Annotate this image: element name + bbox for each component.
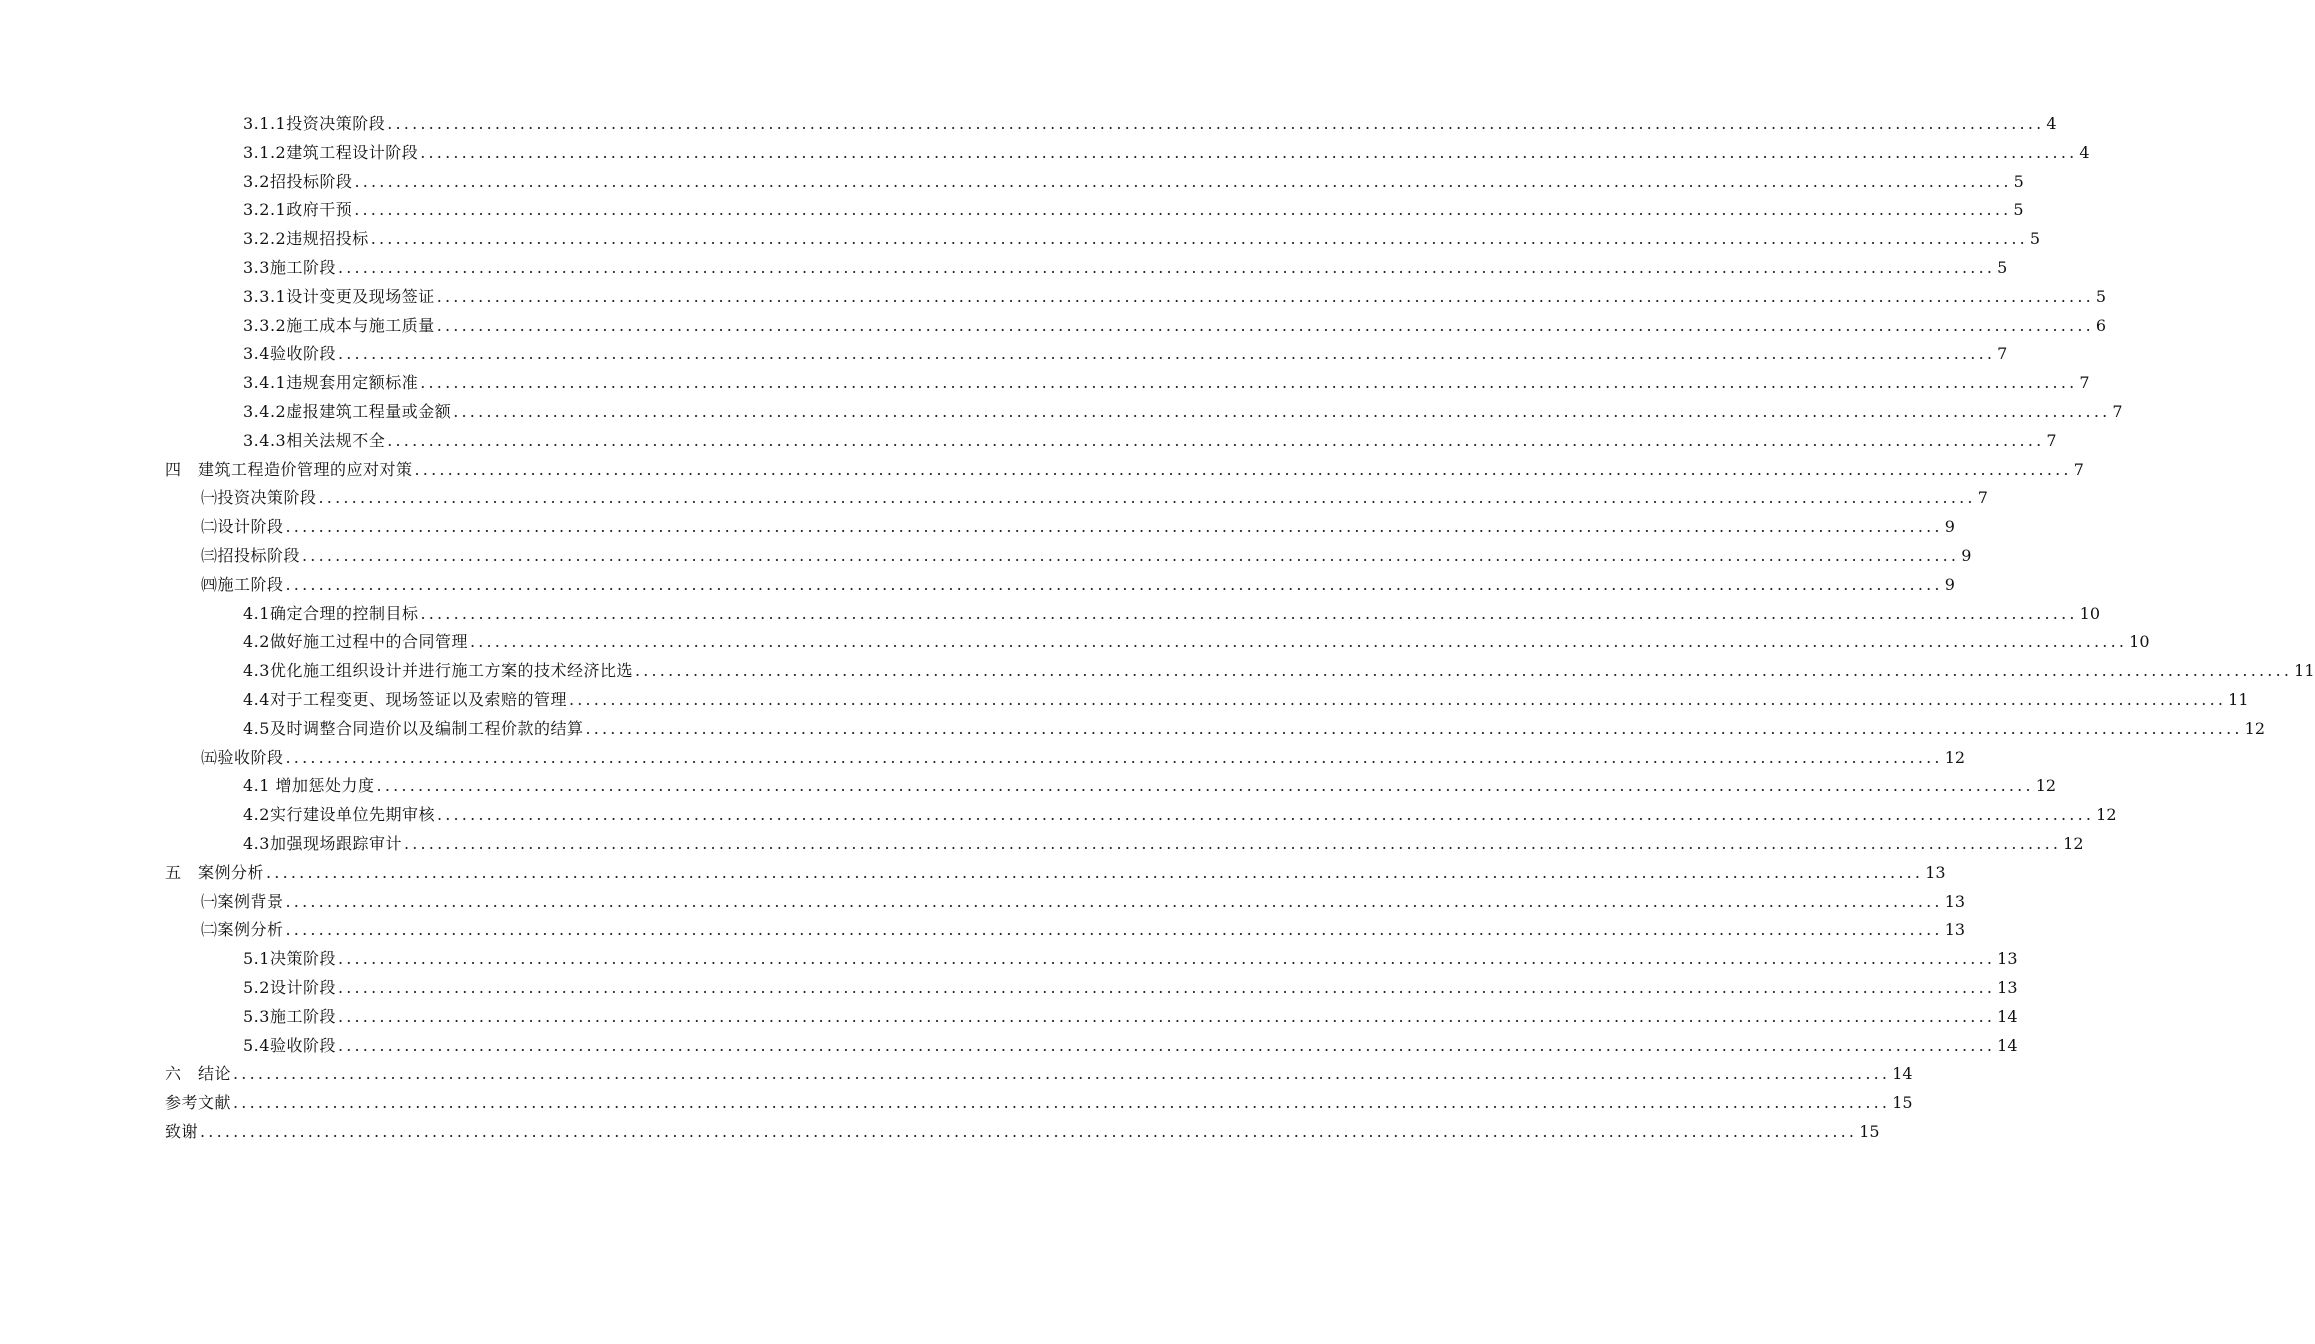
toc-entry-title: 3.1.1投资决策阶段 <box>243 114 386 133</box>
toc-entry-page-number: 13 <box>1944 891 1966 911</box>
toc-entry-page-number: 5 <box>2095 286 2107 306</box>
toc-entry[interactable] <box>165 571 1955 600</box>
toc-entry-title: ㈣施工阶段 <box>201 574 284 594</box>
toc-entry[interactable] <box>165 1003 2018 1032</box>
toc-entry-page-number: 10 <box>2079 603 2100 623</box>
toc-dot-leader: ........................................................................................................................................................................................................ <box>354 171 2012 191</box>
toc-entry-title: 4.3加强现场跟踪审计 <box>243 833 402 853</box>
toc-entry-title: ㈠投资决策阶段 <box>201 488 317 508</box>
toc-entry-title: 3.1.2建筑工程设计阶段 <box>243 142 419 162</box>
toc-entry-title: 六 结论 <box>165 1064 232 1084</box>
toc-entry-page-number: 14 <box>1997 1006 2018 1026</box>
toc-dot-leader: ........................................................................................................................................................................................................ <box>414 459 2072 479</box>
toc-entry[interactable] <box>165 513 1955 542</box>
toc-entry-page-number: 5 <box>2029 229 2041 249</box>
toc-entry-page-number: 14 <box>1997 1035 2018 1055</box>
toc-entry-title: 3.3.1设计变更及现场签证 <box>243 286 435 306</box>
toc-dot-leader: ........................................................................................................................................................................................................ <box>285 517 1943 537</box>
toc-entry[interactable] <box>165 254 2008 283</box>
toc-dot-leader: ........................................................................................................................................................................................................ <box>266 862 1924 882</box>
toc-entry[interactable] <box>165 340 2008 369</box>
toc-entry[interactable] <box>165 715 2265 744</box>
toc-entry[interactable] <box>165 456 2084 485</box>
toc-entry-page-number: 12 <box>2035 776 2057 796</box>
toc-entry-page-number: 6 <box>2095 315 2107 335</box>
table-of-contents <box>165 110 2315 1147</box>
toc-entry[interactable] <box>165 1118 1880 1147</box>
toc-entry[interactable] <box>165 686 2249 715</box>
toc-dot-leader: ........................................................................................................................................................................................................ <box>337 1006 1996 1026</box>
toc-dot-leader: ........................................................................................................................................................................................................ <box>420 603 2078 623</box>
toc-entry-page-number: 13 <box>1997 949 2018 969</box>
toc-dot-leader: ........................................................................................................................................................................................................ <box>568 689 2227 709</box>
toc-entry[interactable] <box>165 283 2107 312</box>
toc-entry-title: 4.2做好施工过程中的合同管理 <box>243 632 468 652</box>
toc-entry-page-number: 11 <box>2228 689 2249 709</box>
toc-entry[interactable] <box>165 628 2150 657</box>
toc-entry-page-number: 14 <box>1892 1064 1913 1084</box>
toc-entry-title: ㈠案例背景 <box>201 891 284 911</box>
toc-entry-title: 3.4.2虚报建筑工程量或金额 <box>243 401 452 421</box>
toc-entry-title: ㈡设计阶段 <box>201 517 284 537</box>
toc-entry-title: 3.3施工阶段 <box>243 257 336 277</box>
toc-dot-leader: ........................................................................................................................................................................................................ <box>200 1121 1858 1141</box>
toc-entry-page-number: 7 <box>2112 401 2123 421</box>
toc-entry-page-number: 5 <box>1997 257 2008 277</box>
toc-entry[interactable] <box>165 398 2123 427</box>
toc-dot-leader: ........................................................................................................................................................................................................ <box>337 257 1996 277</box>
toc-entry-title: 四 建筑工程造价管理的应对对策 <box>165 459 413 479</box>
toc-dot-leader: ........................................................................................................................................................................................................ <box>285 574 1943 594</box>
toc-dot-leader: ........................................................................................................................................................................................................ <box>337 1035 1996 1055</box>
toc-entry-page-number: 5 <box>2013 200 2024 220</box>
toc-dot-leader: ........................................................................................................................................................................................................ <box>370 229 2028 249</box>
toc-dot-leader: ........................................................................................................................................................................................................ <box>387 114 2045 133</box>
toc-dot-leader: ........................................................................................................................................................................................................ <box>354 200 2012 220</box>
toc-entry-page-number: 15 <box>1859 1121 1880 1141</box>
toc-entry-page-number: 15 <box>1892 1093 1913 1113</box>
toc-dot-leader: ........................................................................................................................................................................................................ <box>387 430 2045 450</box>
toc-entry[interactable] <box>165 312 2107 341</box>
toc-entry[interactable] <box>165 369 2090 398</box>
toc-entry-page-number: 9 <box>1961 545 1972 565</box>
toc-entry[interactable] <box>165 859 1946 888</box>
toc-dot-leader: ........................................................................................................................................................................................................ <box>436 315 2094 335</box>
toc-entry[interactable] <box>165 110 2057 139</box>
toc-entry[interactable] <box>165 945 2018 974</box>
toc-entry-page-number: 10 <box>2129 632 2150 652</box>
toc-entry-page-number: 7 <box>2079 373 2090 393</box>
toc-entry-title: ㈢招投标阶段 <box>201 545 301 565</box>
toc-entry-title: 4.3优化施工组织设计并进行施工方案的技术经济比选 <box>243 661 633 681</box>
toc-entry-title: 4.1 增加惩处力度 <box>243 776 375 796</box>
toc-entry-title: 参考文献 <box>165 1093 232 1113</box>
toc-entry-title: 五 案例分析 <box>165 862 265 882</box>
toc-dot-leader: ........................................................................................................................................................................................................ <box>302 545 1960 565</box>
toc-entry[interactable] <box>165 1032 2018 1061</box>
toc-entry[interactable] <box>165 427 2057 456</box>
toc-entry-title: 致谢 <box>165 1121 199 1141</box>
toc-entry-title: 4.4对于工程变更、现场签证以及索赔的管理 <box>243 689 567 709</box>
toc-dot-leader: ........................................................................................................................................................................................................ <box>585 718 2243 738</box>
toc-entry-page-number: 5 <box>2013 171 2024 191</box>
toc-entry-page-number: 11 <box>2294 661 2315 681</box>
toc-entry[interactable] <box>165 974 2018 1003</box>
toc-dot-leader: ........................................................................................................................................................................................................ <box>376 776 2034 796</box>
toc-entry-page-number: 7 <box>1997 344 2008 364</box>
toc-entry[interactable] <box>165 196 2024 225</box>
toc-entry-page-number: 12 <box>2063 833 2084 853</box>
toc-dot-leader: ........................................................................................................................................................................................................ <box>436 286 2094 306</box>
toc-entry-page-number: 13 <box>1997 977 2018 997</box>
toc-entry-title: 5.4验收阶段 <box>243 1035 336 1055</box>
toc-entry-page-number: 12 <box>2244 718 2265 738</box>
toc-entry-title: 3.2.2违规招投标 <box>243 229 369 249</box>
toc-entry[interactable] <box>165 1060 1913 1089</box>
toc-entry[interactable] <box>165 484 1988 513</box>
toc-entry-title: 5.3施工阶段 <box>243 1006 336 1026</box>
toc-dot-leader: ........................................................................................................................................................................................................ <box>469 632 2128 652</box>
toc-entry-title: 3.3.2施工成本与施工质量 <box>243 315 435 335</box>
toc-dot-leader: ........................................................................................................................................................................................................ <box>403 833 2062 853</box>
toc-entry-page-number: 4 <box>2046 114 2057 133</box>
toc-dot-leader: ........................................................................................................................................................................................................ <box>285 891 1943 911</box>
toc-dot-leader: ........................................................................................................................................................................................................ <box>337 977 1996 997</box>
toc-entry-page-number: 9 <box>1944 517 1955 537</box>
toc-dot-leader: ........................................................................................................................................................................................................ <box>337 949 1996 969</box>
toc-entry-page-number: 7 <box>2046 430 2057 450</box>
toc-dot-leader: ........................................................................................................................................................................................................ <box>233 1064 1891 1084</box>
toc-dot-leader: ........................................................................................................................................................................................................ <box>634 661 2293 681</box>
toc-dot-leader: ........................................................................................................................................................................................................ <box>318 488 1976 508</box>
toc-dot-leader: ........................................................................................................................................................................................................ <box>285 747 1943 767</box>
toc-entry-page-number: 7 <box>2073 459 2084 479</box>
toc-entry[interactable] <box>165 888 1966 917</box>
toc-entry-title: 3.2招投标阶段 <box>243 171 353 191</box>
toc-dot-leader: ........................................................................................................................................................................................................ <box>453 401 2111 421</box>
toc-entry[interactable] <box>165 168 2024 197</box>
toc-entry-title: 4.5及时调整合同造价以及编制工程价款的结算 <box>243 718 584 738</box>
toc-entry[interactable] <box>165 657 2315 686</box>
toc-dot-leader: ........................................................................................................................................................................................................ <box>233 1093 1891 1113</box>
toc-entry-page-number: 7 <box>1977 488 1988 508</box>
toc-entry-title: ㈤验收阶段 <box>201 747 284 767</box>
toc-entry[interactable] <box>165 139 2090 168</box>
toc-entry-title: 3.4.3相关法规不全 <box>243 430 386 450</box>
toc-entry-title: ㈡案例分析 <box>201 920 284 940</box>
toc-entry[interactable] <box>165 744 1966 773</box>
toc-entry[interactable] <box>165 1089 1913 1118</box>
toc-entry-page-number: 13 <box>1925 862 1946 882</box>
toc-entry-page-number: 12 <box>1944 747 1966 767</box>
toc-entry[interactable] <box>165 916 1966 945</box>
toc-entry-page-number: 13 <box>1944 920 1966 940</box>
toc-dot-leader: ........................................................................................................................................................................................................ <box>420 373 2078 393</box>
toc-entry[interactable] <box>165 772 2057 801</box>
toc-entry-title: 5.1决策阶段 <box>243 949 336 969</box>
toc-entry-title: 3.4.1违规套用定额标准 <box>243 373 419 393</box>
toc-entry-page-number: 12 <box>2096 805 2117 825</box>
toc-entry-title: 4.2实行建设单位先期审核 <box>243 805 435 825</box>
toc-entry[interactable] <box>165 600 2100 629</box>
toc-dot-leader: ........................................................................................................................................................................................................ <box>285 920 1943 940</box>
toc-dot-leader: ........................................................................................................................................................................................................ <box>436 805 2095 825</box>
toc-entry-title: 3.2.1政府干预 <box>243 200 353 220</box>
toc-entry[interactable] <box>165 542 1972 571</box>
toc-entry-title: 4.1确定合理的控制目标 <box>243 603 419 623</box>
toc-entry-page-number: 4 <box>2079 142 2090 162</box>
toc-dot-leader: ........................................................................................................................................................................................................ <box>420 142 2078 162</box>
toc-entry[interactable] <box>165 801 2117 830</box>
toc-dot-leader: ........................................................................................................................................................................................................ <box>337 344 1996 364</box>
toc-entry[interactable] <box>165 830 2084 859</box>
toc-entry-title: 5.2设计阶段 <box>243 977 336 997</box>
toc-entry-title: 3.4验收阶段 <box>243 344 336 364</box>
toc-entry-page-number: 9 <box>1944 574 1955 594</box>
toc-entry[interactable] <box>165 225 2041 254</box>
